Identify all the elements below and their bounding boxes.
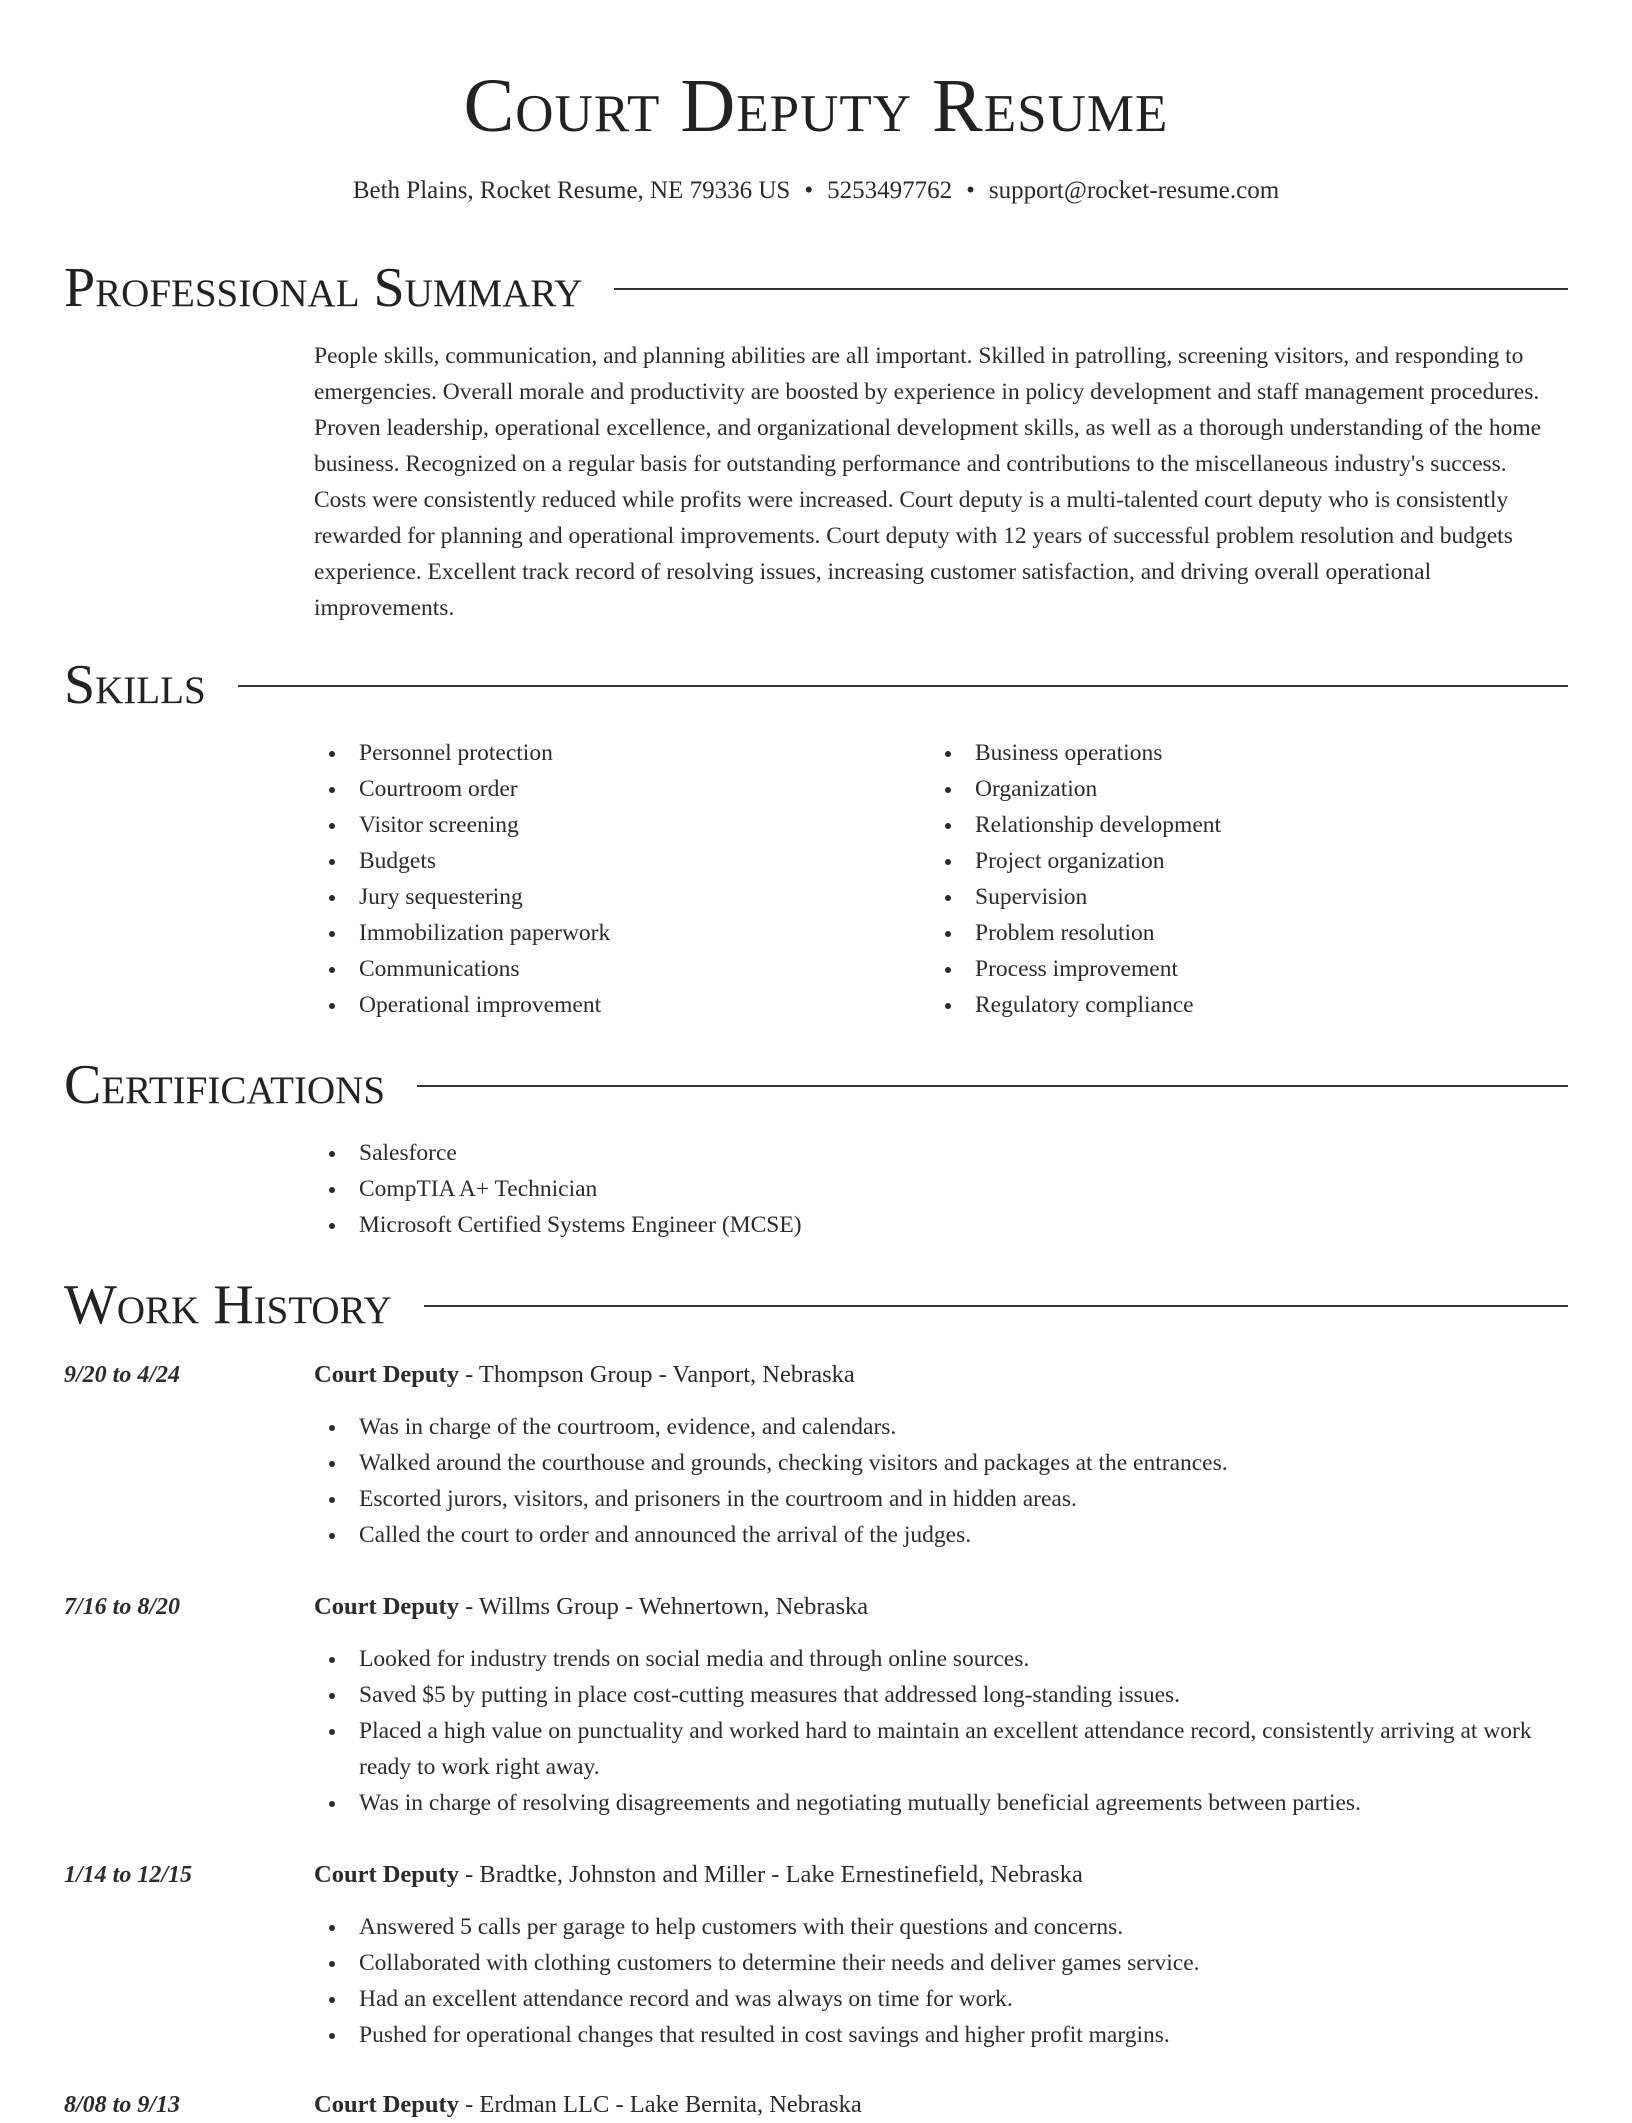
- job-duty-item: Collaborated with clothing customers to determine their needs and deliver games service.: [314, 1945, 1554, 1981]
- skill-item: Process improvement: [930, 951, 1530, 987]
- summary-text: People skills, communication, and planning abilities are all important. Skilled in patrolling, screening visitors, and responding to emergencies. Overall morale and productivity are boosted by experience in policy development and staff management procedures. Proven leadership, operational excellence, and organizational development skills, as well as a thorough understanding of the home business. Recognized on a regular basis for outstanding performance and contributions to the miscellaneous industry's success. Costs were consistently reduced while profits were increased. Court deputy is a multi-talented court deputy who is consistently rewarded for planning and operational improvements. Court deputy with 12 years of successful problem resolution and budgets experience. Excellent track record of resolving issues, increasing customer satisfaction, and driving overall operational improvements.: [314, 343, 1542, 621]
- skills-column-right: [930, 735, 1530, 1023]
- section-divider: [614, 288, 1568, 290]
- job-dates: 1/14 to 12/15: [64, 1862, 193, 1888]
- contact-phone: 5253497762: [827, 177, 953, 204]
- certifications-list: [314, 1135, 1554, 1243]
- contact-address: Beth Plains, Rocket Resume, NE 79336 US: [352, 177, 791, 204]
- section-title-skills: Skills: [64, 654, 206, 716]
- job-duty-item: Called the court to order and announced the arrival of the judges.: [314, 1517, 1554, 1553]
- job-duty-item: Placed a high value on punctuality and worked hard to maintain an excellent attendance record, consistently arriving at work ready to work right away.: [314, 1713, 1554, 1785]
- skill-item: Communications: [314, 951, 914, 987]
- job-title: Court Deputy: [314, 2091, 459, 2118]
- skill-item: Operational improvement: [314, 987, 914, 1023]
- job-duties-list: [314, 1409, 1554, 1553]
- job-dates: 8/08 to 9/13: [64, 2092, 181, 2118]
- section-header-certifications: [64, 1050, 1568, 1120]
- certifications-block: [314, 1135, 1554, 1243]
- job-heading: [314, 1857, 1083, 1893]
- section-title-summary: Professional Summary: [64, 257, 583, 319]
- skill-item: Relationship development: [930, 807, 1530, 843]
- job-duty-item: Had an excellent attendance record and was always on time for work.: [314, 1981, 1554, 2017]
- job-dates: 7/16 to 8/20: [64, 1594, 181, 1620]
- job-duty-item: Pushed for operational changes that resulted in cost savings and higher profit margins.: [314, 2017, 1554, 2053]
- skill-item: Regulatory compliance: [930, 987, 1530, 1023]
- skill-item: Problem resolution: [930, 915, 1530, 951]
- skill-item: Organization: [930, 771, 1530, 807]
- job-duties-list: [314, 1641, 1554, 1821]
- skill-item: Project organization: [930, 843, 1530, 879]
- certification-item: CompTIA A+ Technician: [314, 1171, 1554, 1207]
- contact-line: [0, 174, 1632, 208]
- job-title: Court Deputy: [314, 1361, 459, 1388]
- certification-item: Microsoft Certified Systems Engineer (MCSE): [314, 1207, 1554, 1243]
- job-dates: 9/20 to 4/24: [64, 1362, 181, 1388]
- section-divider: [238, 685, 1568, 687]
- job-duty-item: Walked around the courthouse and grounds, checking visitors and packages at the entrances.: [314, 1445, 1554, 1481]
- skill-item: Supervision: [930, 879, 1530, 915]
- job-duty-item: Escorted jurors, visitors, and prisoners in the courtroom and in hidden areas.: [314, 1481, 1554, 1517]
- skill-item: Jury sequestering: [314, 879, 914, 915]
- skill-item: Personnel protection: [314, 735, 914, 771]
- skills-column-left: [314, 735, 914, 1023]
- job-duty-item: Looked for industry trends on social media and through online sources.: [314, 1641, 1554, 1677]
- contact-separator: •: [804, 177, 814, 204]
- job-title: Court Deputy: [314, 1861, 459, 1888]
- section-divider: [417, 1085, 1568, 1087]
- job-employer-location: - Bradtke, Johnston and Miller - Lake Ernestinefield, Nebraska: [458, 1861, 1083, 1888]
- job-title: Court Deputy: [314, 1593, 459, 1620]
- job-duties-list: [314, 1909, 1554, 2053]
- job-duty-item: Was in charge of resolving disagreements and negotiating mutually beneficial agreements between parties.: [314, 1785, 1554, 1821]
- job-duty-item: Answered 5 calls per garage to help customers with their questions and concerns.: [314, 1909, 1554, 1945]
- job-heading: [314, 2087, 862, 2123]
- contact-separator: •: [966, 177, 975, 204]
- skills-list-right: [930, 735, 1530, 1023]
- certification-item: Salesforce: [314, 1135, 1554, 1171]
- job-duty-item: Saved $5 by putting in place cost-cutting measures that addressed long-standing issues.: [314, 1677, 1554, 1713]
- section-title-certifications: Certifications: [64, 1054, 386, 1116]
- skills-list-left: [314, 735, 914, 1023]
- section-title-work-history: Work History: [64, 1274, 392, 1336]
- section-divider: [424, 1305, 1568, 1307]
- section-header-summary: [64, 253, 1568, 323]
- job-employer-location: - Willms Group - Wehnertown, Nebraska: [458, 1593, 869, 1620]
- section-header-skills: [64, 650, 1568, 720]
- skill-item: Visitor screening: [314, 807, 914, 843]
- resume-title: Court Deputy Resume: [463, 64, 1169, 148]
- section-header-work-history: [64, 1270, 1568, 1340]
- skill-item: Courtroom order: [314, 771, 914, 807]
- skill-item: Business operations: [930, 735, 1530, 771]
- job-employer-location: - Erdman LLC - Lake Bernita, Nebraska: [458, 2091, 862, 2118]
- job-employer-location: - Thompson Group - Vanport, Nebraska: [458, 1361, 855, 1388]
- job-heading: [314, 1357, 855, 1393]
- skill-item: Immobilization paperwork: [314, 915, 914, 951]
- job-heading: [314, 1589, 868, 1625]
- skill-item: Budgets: [314, 843, 914, 879]
- job-duty-item: Was in charge of the courtroom, evidence, and calendars.: [314, 1409, 1554, 1445]
- contact-email: support@rocket-resume.com: [988, 177, 1280, 204]
